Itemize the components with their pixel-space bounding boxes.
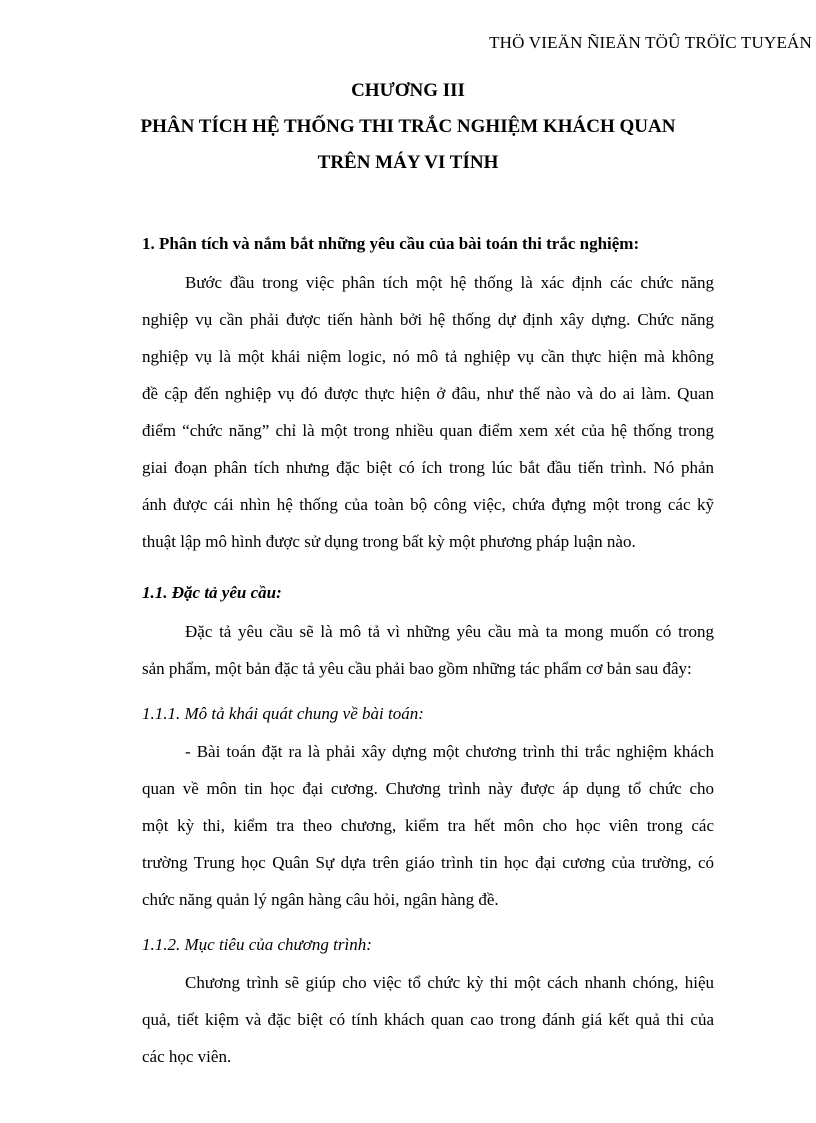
section-1-1-1-paragraph-line: quan về môn tin học đại cương. Chương trình này được áp dụng tổ chức cho [142,779,714,798]
section-1-paragraph-line: giai đoạn phân tích nhưng đặc biệt có ích trong lúc bắt đầu tiến trình. Nó phản [142,458,714,477]
chapter-title-line-2: TRÊN MÁY VI TÍNH [317,152,499,173]
section-1-1-1-paragraph-line: - Bài toán đặt ra là phải xây dựng một chương trình thi trắc nghiệm khách [185,742,714,761]
section-1-1-2-paragraph-line: các học viên. [142,1047,232,1066]
running-header: THÖ VIEÄN ÑIEÄN TÖÛ TRÖÏC TUYEÁN [489,33,812,52]
section-1-1-1-paragraph-line: trường Trung học Quân Sự dựa trên giáo trình tin học đại cương của trường, có [142,853,714,872]
section-1-paragraph-line: điểm “chức năng” chỉ là một trong nhiều quan điểm xem xét của hệ thống trong [142,421,714,440]
chapter-number: CHƯƠNG III [351,80,465,101]
section-1-1-1-paragraph-line: chức năng quản lý ngân hàng câu hỏi, ngân hàng đề. [142,890,499,909]
section-1-paragraph-line: đề cập đến nghiệp vụ đó được thực hiện ở đâu, như thế nào và do ai làm. Quan [142,384,714,403]
section-1-1-paragraph-line: sản phẩm, một bản đặc tả yêu cầu phải bao gồm những tác phẩm cơ bản sau đây: [142,659,692,678]
chapter-title-line-1: PHÂN TÍCH HỆ THỐNG THI TRẮC NGHIỆM KHÁCH QUAN [140,116,676,137]
section-1-paragraph-line: nghiệp vụ cần phải được tiến hành bởi hệ thống dự định xây dựng. Chức năng [142,310,714,329]
section-1-paragraph-line: ánh được cái nhìn hệ thống của toàn bộ công việc, chứa đựng một trong các kỹ [142,495,714,514]
section-1-paragraph-line: Bước đầu trong việc phân tích một hệ thống là xác định các chức năng [185,273,714,292]
section-1-paragraph-line: nghiệp vụ là một khái niệm logic, nó mô tả nghiệp vụ cần thực hiện mà không [142,347,714,366]
section-1-paragraph-line: thuật lập mô hình được sử dụng trong bất kỳ một phương pháp luận nào. [142,532,636,551]
section-1-1-2-paragraph-line: Chương trình sẽ giúp cho việc tổ chức kỳ thi một cách nhanh chóng, hiệu [185,973,714,992]
section-1-1-paragraph-line: Đặc tả yêu cầu sẽ là mô tả vì những yêu cầu mà ta mong muốn có trong [185,622,714,641]
section-1-1-heading: 1.1. Đặc tả yêu cầu: [142,583,282,602]
section-1-1-2-heading: 1.1.2. Mục tiêu của chương trình: [142,935,372,954]
section-1-1-1-heading: 1.1.1. Mô tả khái quát chung về bài toán: [142,704,424,723]
section-1-1-1-paragraph-line: một kỳ thi, kiểm tra theo chương, kiểm tra hết môn cho học viên trong các [142,816,714,835]
section-1-heading: 1. Phân tích và nắm bắt những yêu cầu của bài toán thi trắc nghiệm: [142,234,640,253]
section-1-1-2-paragraph-line: quả, tiết kiệm và đặc biệt có tính khách quan cao trong đánh giá kết quả thi của [142,1010,714,1029]
